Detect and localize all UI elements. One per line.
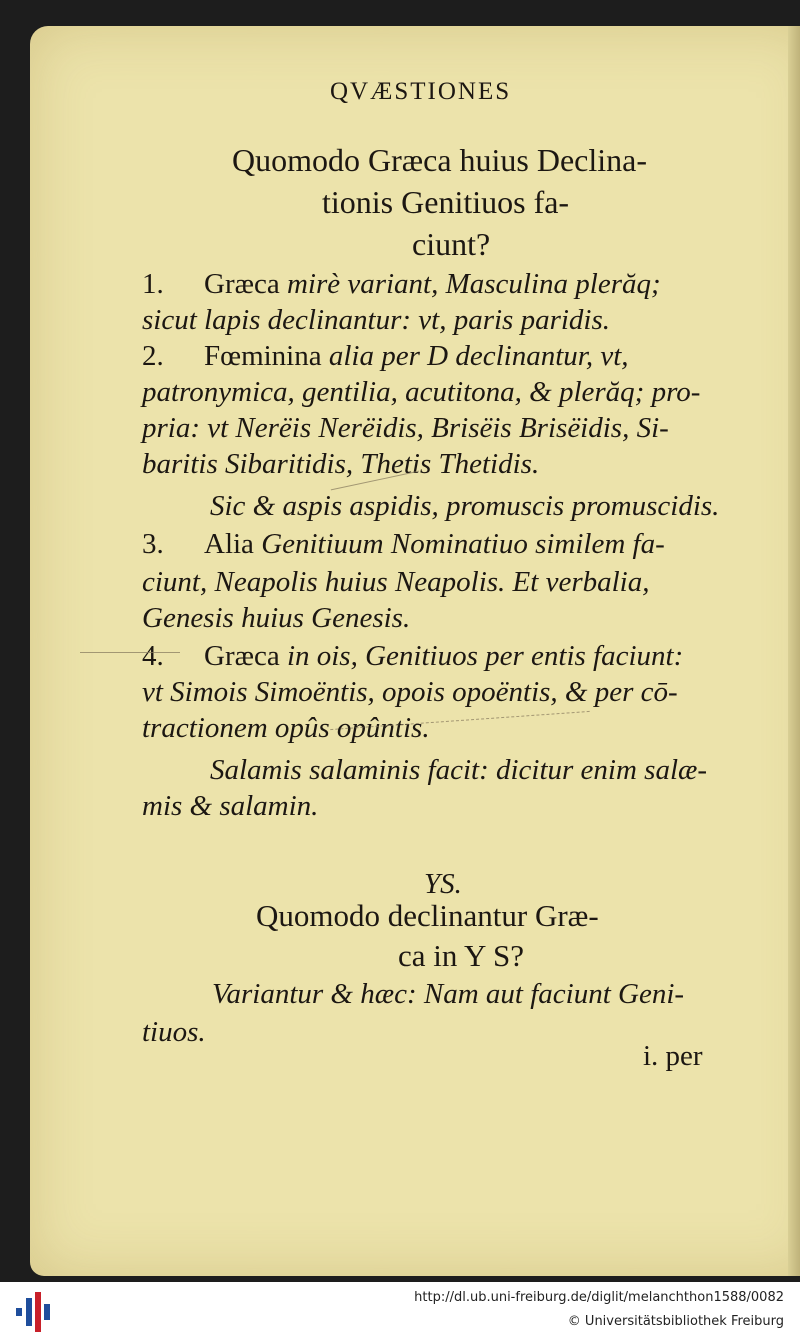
- text-line: vt Simois Simoëntis, opois opoëntis, & per cō-: [142, 676, 678, 708]
- item-number: 2.: [142, 340, 164, 372]
- text-line: [142, 340, 629, 373]
- item-text: alia per D declinantur, vt,: [321, 340, 629, 372]
- item-number: 1.: [142, 268, 164, 300]
- heading-line-3: ciunt?: [412, 226, 491, 262]
- section-label: YS.: [424, 868, 462, 900]
- text-line: [142, 640, 683, 673]
- heading-line-1: Quomodo Græca huius Declina-: [232, 142, 648, 178]
- heading-line-2: tionis Genitiuos fa-: [322, 184, 570, 220]
- heading2-line-1: Quomodo declinantur Græ-: [256, 898, 599, 933]
- text-line: Salamis salaminis facit: dicitur enim salæ-: [210, 754, 708, 786]
- viewer-footer: [0, 1282, 800, 1340]
- text-line: patronymica, gentilia, acutitona, & plerăq; pro-: [142, 376, 701, 408]
- text-line: Variantur & hæc: Nam aut faciunt Geni-: [212, 978, 685, 1010]
- library-logo-icon: [16, 1292, 50, 1332]
- item-lead: Fœminina: [204, 340, 322, 372]
- copyright-text: © Universitätsbibliothek Freiburg: [567, 1314, 784, 1329]
- text-line: [142, 528, 665, 561]
- item-number: 3.: [142, 528, 164, 560]
- text-line: tractionem opûs opûntis.: [142, 712, 430, 744]
- text-line: baritis Sibaritidis, Thetis Thetidis.: [142, 448, 540, 480]
- heading2-line-2: ca in Y S?: [398, 938, 524, 973]
- item-number: 4.: [142, 640, 164, 672]
- text-line: sicut lapis declinantur: vt, paris paridis.: [142, 304, 611, 336]
- item-lead: Græca: [204, 268, 280, 300]
- text-line: mis & salamin.: [142, 790, 319, 822]
- handwritten-mark: [80, 652, 180, 654]
- text-line: ciunt, Neapolis huius Neapolis. Et verbalia,: [142, 566, 650, 598]
- text-line: tiuos.: [142, 1016, 206, 1048]
- catchword: i. per: [643, 1040, 703, 1072]
- text-line: Sic & aspis aspidis, promuscis promuscidis.: [210, 490, 720, 522]
- item-text: Genitiuum Nominatiuo similem fa-: [253, 528, 665, 560]
- item-text: in ois, Genitiuos per entis faciunt:: [279, 640, 684, 672]
- text-line: Genesis huius Genesis.: [142, 602, 411, 634]
- running-head: QVÆSTIONES: [330, 78, 512, 105]
- item-lead: Græca: [204, 640, 280, 672]
- text-line: pria: vt Nerëis Nerëidis, Brisëis Brisëidis, Si-: [142, 412, 669, 444]
- item-lead: Alia: [204, 528, 254, 560]
- text-line: [142, 268, 661, 301]
- item-text: mirè variant, Masculina plerăq;: [279, 268, 661, 300]
- source-url[interactable]: http://dl.ub.uni-freiburg.de/diglit/melanchthon1588/0082: [414, 1290, 784, 1305]
